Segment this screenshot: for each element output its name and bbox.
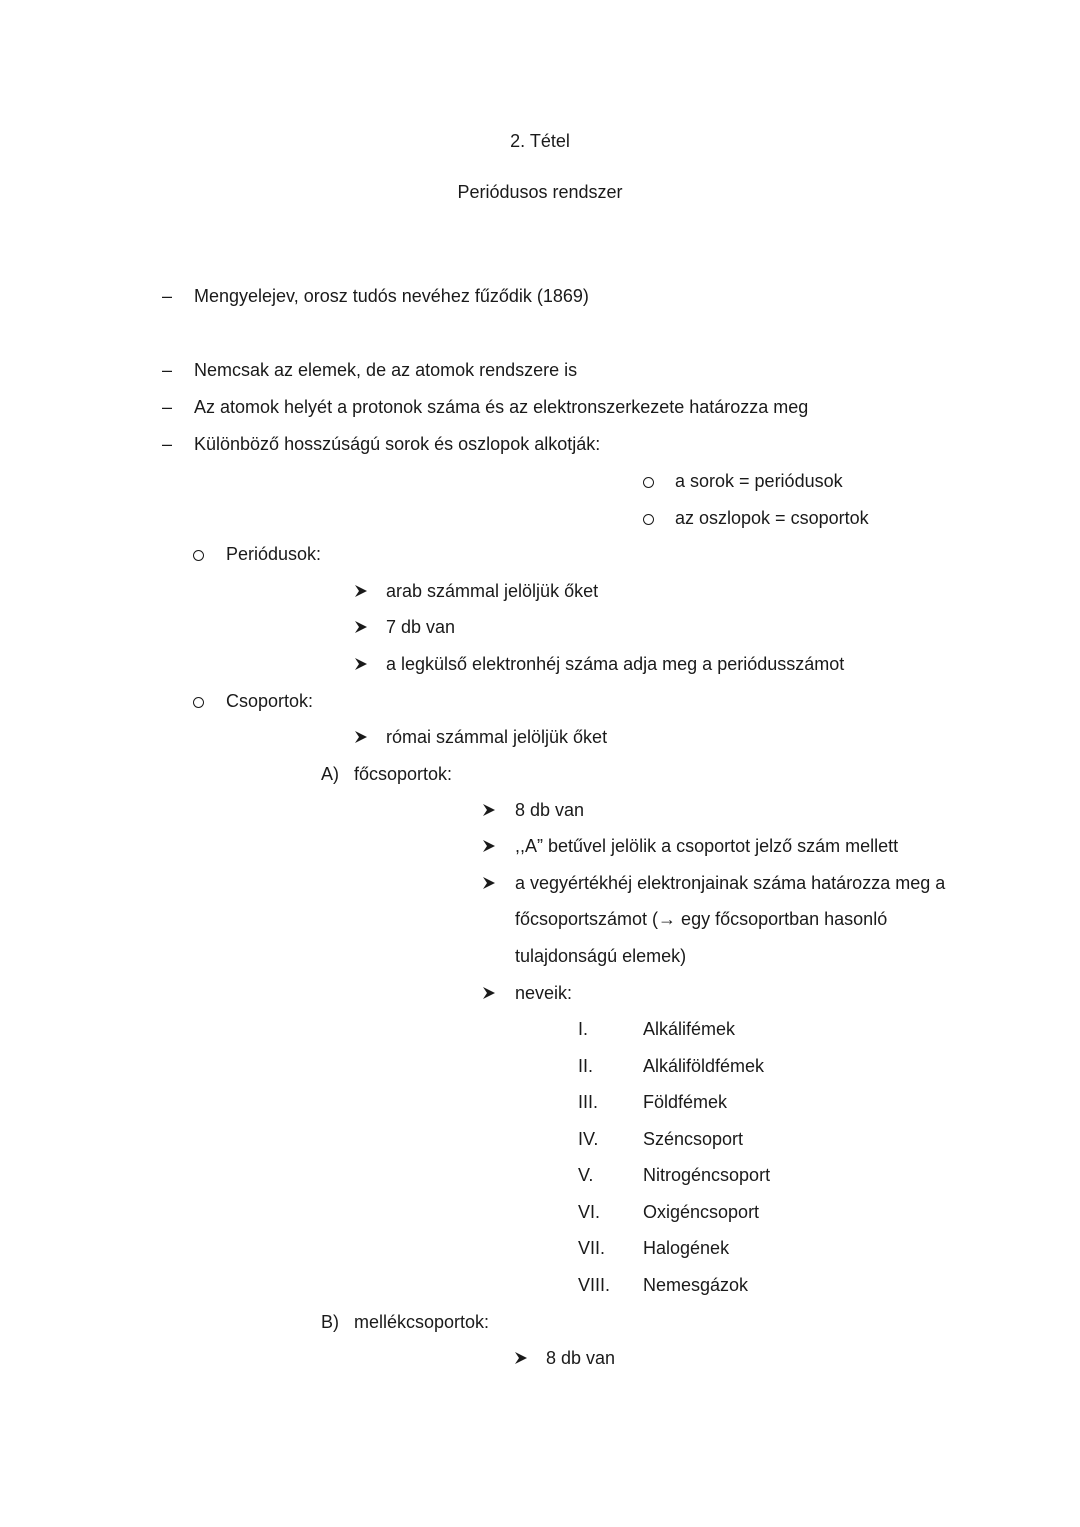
group-name: Alkálifémek xyxy=(643,1019,736,1039)
arrowhead-bullet-icon xyxy=(482,986,496,1000)
circle-bullet-icon xyxy=(643,514,654,525)
arrowhead-bullet-icon xyxy=(482,876,496,890)
roman-numeral: VI. xyxy=(578,1202,601,1222)
group-name: Halogének xyxy=(643,1238,730,1258)
periods-item: a legkülső elektronhéj száma adja meg a periódusszámot xyxy=(386,654,845,674)
group-name: Széncsoport xyxy=(643,1129,744,1149)
arrowhead-bullet-icon xyxy=(354,657,368,671)
side-groups-marker: B) xyxy=(321,1312,339,1332)
main-groups-item: 8 db van xyxy=(515,800,585,820)
bullet-text: Nemcsak az elemek, de az atomok rendszere is xyxy=(194,360,578,380)
arrowhead-bullet-icon xyxy=(354,620,368,634)
periods-heading: Periódusok: xyxy=(226,544,322,564)
arrowhead-bullet-icon xyxy=(354,730,368,744)
bullet-text: Különböző hosszúságú sorok és oszlopok alkotják: xyxy=(194,434,601,454)
side-groups-heading: mellékcsoportok: xyxy=(354,1312,490,1332)
main-groups-item-continued: főcsoportszámot (→ egy főcsoportban hasonló xyxy=(515,909,888,929)
groups-heading: Csoportok: xyxy=(226,691,314,711)
side-groups-item: 8 db van xyxy=(546,1348,616,1368)
circle-bullet-icon xyxy=(193,697,204,708)
main-groups-item: ,,A” betűvel jelölik a csoportot jelző szám mellett xyxy=(515,836,899,856)
group-name: Nitrogéncsoport xyxy=(643,1165,771,1185)
bullet-text: Az atomok helyét a protonok száma és az elektronszerkezete határozza meg xyxy=(194,397,809,417)
document-title: 2. Tétel xyxy=(510,131,570,151)
periods-item: 7 db van xyxy=(386,617,456,637)
dash-bullet-icon: – xyxy=(162,397,173,417)
main-groups-item: neveik: xyxy=(515,983,573,1003)
roman-numeral: VII. xyxy=(578,1238,606,1258)
roman-numeral: II. xyxy=(578,1056,594,1076)
group-name: Oxigéncsoport xyxy=(643,1202,760,1222)
columns-definition: az oszlopok = csoportok xyxy=(675,508,869,528)
arrowhead-bullet-icon xyxy=(514,1351,528,1365)
group-name: Alkáliföldfémek xyxy=(643,1056,765,1076)
main-groups-heading: főcsoportok: xyxy=(354,764,453,784)
circle-bullet-icon xyxy=(643,477,654,488)
roman-numeral: V. xyxy=(578,1165,594,1185)
group-name: Földfémek xyxy=(643,1092,728,1112)
dash-bullet-icon: – xyxy=(162,434,173,454)
roman-numeral: IV. xyxy=(578,1129,599,1149)
roman-numeral: III. xyxy=(578,1092,599,1112)
group-name: Nemesgázok xyxy=(643,1275,749,1295)
circle-bullet-icon xyxy=(193,550,204,561)
main-groups-item-continued: tulajdonságú elemek) xyxy=(515,946,687,966)
groups-item: római számmal jelöljük őket xyxy=(386,727,608,747)
main-groups-marker: A) xyxy=(321,764,339,784)
periods-item: arab számmal jelöljük őket xyxy=(386,581,599,601)
arrowhead-bullet-icon xyxy=(482,839,496,853)
roman-numeral: I. xyxy=(578,1019,589,1039)
roman-numeral: VIII. xyxy=(578,1275,611,1295)
main-groups-item: a vegyértékhéj elektronjainak száma határozza meg a xyxy=(515,873,946,893)
arrowhead-bullet-icon xyxy=(354,584,368,598)
dash-bullet-icon: – xyxy=(162,360,173,380)
rows-definition: a sorok = periódusok xyxy=(675,471,843,491)
arrowhead-bullet-icon xyxy=(482,803,496,817)
dash-bullet-icon: – xyxy=(162,286,173,306)
bullet-text: Mengyelejev, orosz tudós nevéhez fűződik (1869) xyxy=(194,286,589,306)
document-subtitle: Periódusos rendszer xyxy=(457,182,623,202)
